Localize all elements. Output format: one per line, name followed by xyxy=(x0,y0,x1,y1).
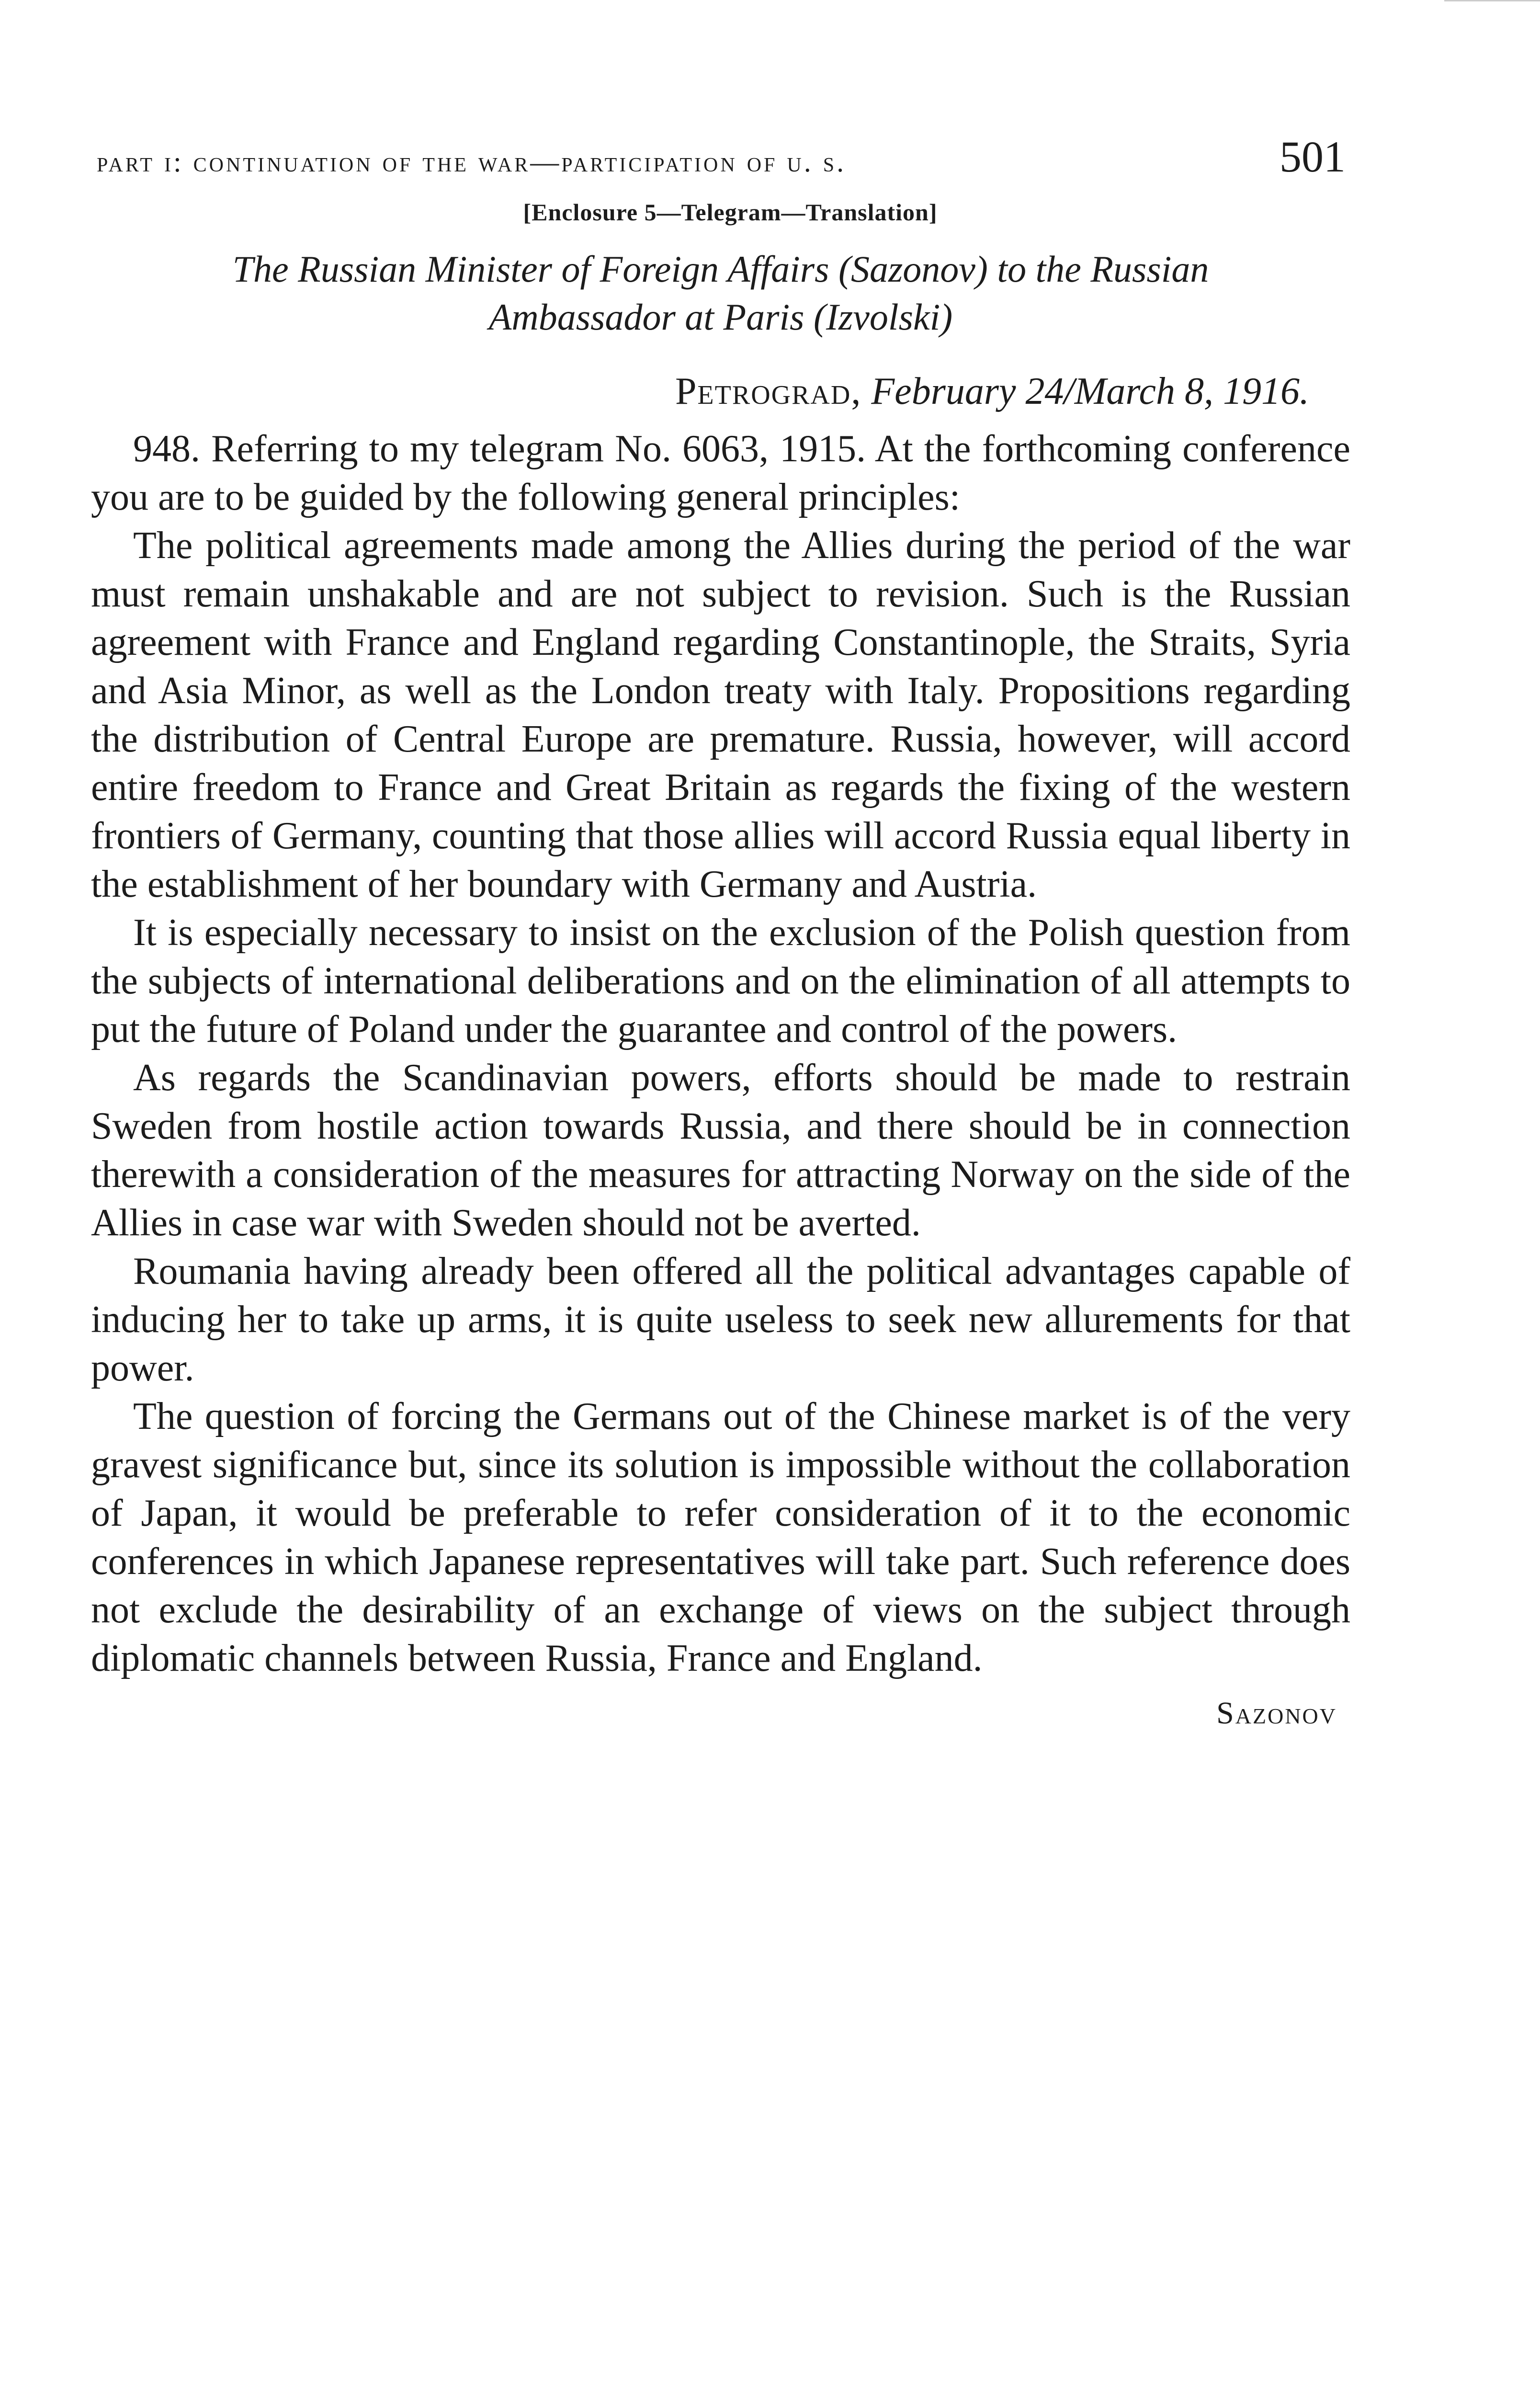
enclosure-label: [Enclosure 5—Telegram—Translation] xyxy=(523,199,938,226)
page-number: 501 xyxy=(1280,132,1346,181)
running-head-title: part i: continuation of the war—participation of u. s. xyxy=(97,146,847,178)
dateline-date: February 24/March 8, 1916. xyxy=(871,370,1309,412)
paragraph-2: The political agreements made among the Allies during the period of the war must remain unshakable and are not subject to revision. Such is the Russian agreement with France and England regarding Constantinople, the Straits, Syria and Asia Minor, as well as the London treaty with Italy. Propositions regarding the distribution of Central Europe are premature. Russia, however, will accord entire freedom to France and Great Britain as regards the fixing of the western frontiers of Germany, counting that those allies will accord Russia equal liberty in the establishment of her boundary with Germany and Austria. xyxy=(91,525,1350,905)
paragraph-1: 948. Referring to my telegram No. 6063, 1915. At the forthcoming conference you are to be guided by the following general principles: xyxy=(91,428,1350,518)
running-header xyxy=(91,125,1350,182)
document-page xyxy=(91,125,1350,1732)
title-line-1: The Russian Minister of Foreign Affairs (Sazonov) to the Russian xyxy=(232,248,1209,290)
title-line-2: Ambassador at Paris (Izvolski) xyxy=(488,296,953,338)
paragraph-3: It is especially necessary to insist on the exclusion of the Polish question from the subjects of international deliberations and on the elimination of all attempts to put the future of Poland under the guarantee and control of the powers. xyxy=(91,912,1350,1050)
signature: Sazonov xyxy=(1216,1696,1337,1731)
dateline-place: Petrograd, xyxy=(675,370,862,412)
paragraph-6: The question of forcing the Germans out of the Chinese market is of the very gravest significance but, since its solution is impossible without the collaboration of Japan, it would be preferable to refer consideration of it to the economic conferences in which Japanese representatives will take part. Such reference does not exclude the desirability of an exchange of views on the subject through diplomatic channels between Russia, France and England. xyxy=(91,1395,1350,1679)
document-title xyxy=(91,245,1350,341)
paragraph-4: As regards the Scandinavian powers, efforts should be made to restrain Sweden from hostile action towards Russia, and there should be in connection therewith a consideration of the measures for attracting Norway on the side of the Allies in case war with Sweden should not be averted. xyxy=(91,1057,1350,1244)
page-edge-mark xyxy=(1444,0,1540,1)
dateline xyxy=(91,370,1350,413)
paragraph-5: Roumania having already been offered all the political advantages capable of inducing her to take up arms, it is quite useless to seek new allurements for that power. xyxy=(91,1250,1350,1389)
telegram-body xyxy=(91,425,1350,1683)
